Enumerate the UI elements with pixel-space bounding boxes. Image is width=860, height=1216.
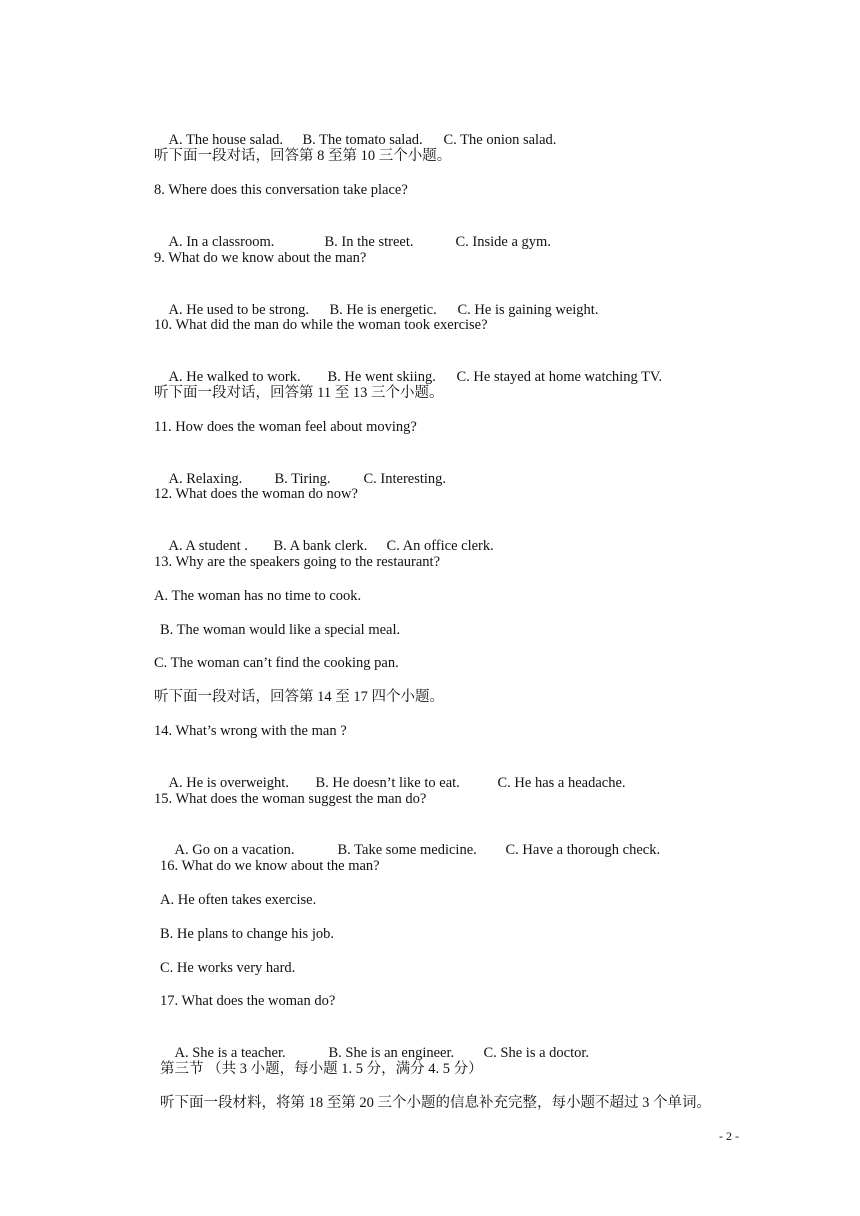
option-b: B. He is energetic.: [329, 302, 437, 318]
option-a: A. Go on a vacation.: [174, 842, 295, 858]
option-b: B. She is an engineer.: [328, 1045, 455, 1061]
section-instruction: 听下面一段对话，回答第 14 至 17 四个小题。: [154, 689, 444, 705]
question-12: 12. What does the woman do now?: [154, 486, 358, 502]
option-c: C. Interesting.: [363, 471, 447, 487]
option-a: A. In a classroom.: [168, 234, 275, 250]
option-a: A. Relaxing.: [168, 471, 243, 487]
question-11: 11. How does the woman feel about moving?: [154, 419, 417, 435]
question-9: 9. What do we know about the man?: [154, 250, 367, 266]
option-c: C. He has a headache.: [497, 775, 626, 791]
option-c: C. She is a doctor.: [483, 1045, 590, 1061]
option-b: B. He plans to change his job.: [160, 926, 334, 942]
option-c: C. He stayed at home watching TV.: [456, 369, 663, 385]
section-heading: 第三节 （共 3 小题，每小题 1. 5 分，满分 4. 5 分）: [160, 1061, 483, 1077]
question-17: 17. What does the woman do?: [160, 993, 336, 1009]
option-c: C. An office clerk.: [386, 538, 494, 554]
option-a: A. He is overweight.: [168, 775, 289, 791]
option-a: A. He often takes exercise.: [160, 892, 317, 908]
option-c: C. The onion salad.: [443, 132, 557, 148]
option-a: A. He walked to work.: [168, 369, 301, 385]
option-b: B. The tomato salad.: [302, 132, 423, 148]
option-b: B. A bank clerk.: [273, 538, 368, 554]
option-c: C. Inside a gym.: [455, 234, 551, 250]
option-c: C. He is gaining weight.: [457, 302, 599, 318]
option-c: C. Have a thorough check.: [505, 842, 661, 858]
option-a: A. A student .: [168, 538, 248, 554]
section-instruction: 听下面一段对话，回答第 8 至第 10 三个小题。: [154, 148, 452, 164]
option-a: A. He used to be strong.: [168, 302, 310, 318]
question-10: 10. What did the man do while the woman took exercise?: [154, 317, 488, 333]
question-13: 13. Why are the speakers going to the restaurant?: [154, 554, 441, 570]
question-8: 8. Where does this conversation take place?: [154, 182, 408, 198]
option-b: B. He doesn’t like to eat.: [315, 775, 460, 791]
section-instruction: 听下面一段材料，将第 18 至第 20 三个小题的信息补充完整，每小题不超过 3 个单词。: [160, 1095, 711, 1111]
question-15: 15. What does the woman suggest the man do?: [154, 791, 427, 807]
option-a: A. The house salad.: [168, 132, 283, 148]
option-a: A. She is a teacher.: [174, 1045, 286, 1061]
option-b: B. In the street.: [324, 234, 414, 250]
option-b: B. Tiring.: [274, 471, 331, 487]
option-a: A. The woman has no time to cook.: [154, 588, 362, 604]
option-b: B. He went skiing.: [327, 369, 436, 385]
option-c: C. The woman can’t find the cooking pan.: [154, 655, 399, 671]
option-b: B. The woman would like a special meal.: [160, 622, 401, 638]
option-b: B. Take some medicine.: [337, 842, 477, 858]
page-number: - 2 -: [719, 1129, 739, 1143]
question-16: 16. What do we know about the man?: [160, 858, 380, 874]
question-14: 14. What’s wrong with the man ?: [154, 723, 347, 739]
option-c: C. He works very hard.: [160, 960, 296, 976]
section-instruction: 听下面一段对话，回答第 11 至 13 三个小题。: [154, 385, 444, 401]
